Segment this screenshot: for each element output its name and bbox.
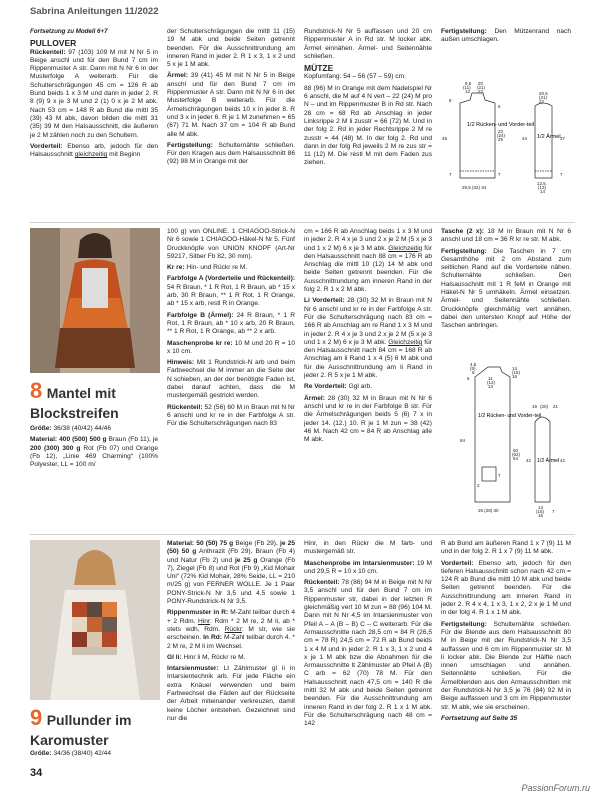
svg-text:8: 8 (449, 98, 452, 103)
svg-text:25: 25 (498, 137, 504, 142)
svg-text:(11): (11) (463, 85, 471, 90)
svg-text:(62): (62) (512, 452, 521, 457)
svg-text:(21): (21) (477, 85, 486, 90)
svg-text:11: 11 (488, 376, 493, 381)
svg-text:23: 23 (498, 129, 504, 134)
s3-col1: Material: 50 (50) 75 g Beige (Fb 29), je 25 (50) 50 g Anthrazit (Fb 29), Braun (Fb 4) und Natur (Fb 2) und je 25 g Orange (Fb 7), Ziegel (Fb 8) und Rot (Fb 9) „Kid Mohair Uni“ (72% Kid Mohair, 28% Seide, LL = 210 m/25 g) von FERNER WOLLE. Je 1 Paar PONY-Strick-N Nr 3,5 und 4,5 sowie 1 PONY-Rundstrick-N Nr 3,5. Rippenmuster in R: M-Zahl teilbar durch 4 + 2 Rdm. Hinr: Rdm * 2 M re, 2 M li, ab * stets wdh, Rdm. Rückr: M str, wie sie erscheinen. In Rd: M-Zahl teilbar durch 4. * 2 M re, 2 M li im Wechsel. Gl li: Hinr li M, Rückr re M. Intarsienmuster: Lt Zählmuster gl li in Intarsientechnik arb. Für jede Fläche ein extra Knäuel verwenden und beim Farbwechsel die Fäden auf der Rückseite der Arbeit miteinander verkreuzen, damit keine Löcher entstehen. Gezeichnet sind nur die (167, 540, 295, 722)
model-number: 8 (30, 378, 43, 403)
continuation-note: Fortsetzung zu Modell 6+7 (30, 28, 108, 35)
model-title-1: Mantel mit (46, 385, 116, 401)
model-title-2: Karomuster (30, 732, 109, 748)
s3-col2: Hinr, in den Rückr die M farb- und mustergemäß str. Maschenprobe im Intarsienmuster: 19 M und 29,5 R = 10 x 10 cm. Rückenteil: 78 (86) 94 M in Beige mit N Nr 3,5 anschl und für den Bund 7 cm im Rippenmuster str, dabei in der letzten R gleichmäßig vert 10 M zun = 88 (96) 104 M. Dann mit N Nr 4,5 im Intarsienmuster von Pfeil A – A (B – B) C – C weiterarb. Für die Armausschnitte nach 28,5 cm = 84 R (26,5 cm = 78 R) 24,5 cm = 72 R ab Bund beids 1 x 4 M und in jeder 2. R 1 x 3, 1 x 2 und 4 x je 1 M abk bzw die Abnahmen für die Armausschnitte lt Zählmuster ab Pfeil A (B) C arb = 62 (70) 78 M. Für den Halsausschnitt nach 47,5 cm = 140 R die mittl 32 M abk und beide Seiten getrennt beenden. Für die Ausschnittrundung am inneren Rand in der folg 2. R 1 x 1 M abk. Für die Schulterschrägung nach 48 cm = 142 (304, 540, 432, 728)
s1-col3: Rundstrick-N Nr 5 auffassen und 20 cm Rippenmuster A in Rd str. M locker abk. Ärmel einnähen. Ärmel- und Seitennähte schließen. MÜTZE Kopfumfang: 54 – 56 (57 – 59) cm. 88 (96) M in Orange mit dem Nadelspiel Nr 6 anschl, die M auf 4 N vert – 22 (24) M pro N – und im Rippenmuster B in Rd str. Nach 28 cm = 68 Rd ab Anschlag in jeder Linksrippe 2 M li zusstr = 66 (72) M. Und in der folg 2. Rd in jeder Rechtsrippe 2 M re zusstr = 44 (48) M. In der folg 2. Rd und dann in der folg Rd jeweils 2 M re zus str = 11 (12) M. Die restl M mit dem Faden zus ziehen. (304, 28, 432, 167)
s2-col0: Größe: 36/38 (40/42) 44/46 Material: 400 (500) 500 g Braun (Fb 11), je 200 (300) 300 g Rot (Fb 07) und Orange (Fb 12), „Linie 469 Charming“ (100% Polyester, LL = 100 m/ (30, 425, 158, 469)
svg-text:20: 20 (478, 81, 484, 86)
svg-text:42: 42 (560, 458, 566, 463)
svg-text:14: 14 (512, 366, 518, 371)
pullover-schematic (440, 78, 580, 203)
svg-text:29,5 (32) 34: 29,5 (32) 34 (462, 185, 487, 190)
svg-text:12: 12 (465, 89, 471, 94)
svg-text:7: 7 (498, 172, 501, 177)
svg-text:44: 44 (522, 136, 528, 141)
svg-text:22: 22 (539, 99, 545, 104)
svg-text:7: 7 (498, 473, 501, 478)
s3-col0: Größe: 34/36 (38/40) 42/44 (30, 750, 112, 757)
svg-text:26 (28) 30: 26 (28) 30 (478, 508, 499, 513)
section-heading-pullover: PULLOVER (30, 38, 77, 49)
svg-text:37: 37 (560, 136, 566, 141)
back-piece-label: 1/2 Rücken- und Vorder-teil (467, 122, 534, 128)
sleeve-label: 1/2 Ärmel (537, 134, 561, 140)
svg-text:21: 21 (553, 404, 559, 409)
svg-text:7: 7 (552, 509, 555, 514)
s1-col2: der Schulterschrägungen die mittl 11 (15) 19 M abk und beide Seiten getrennt beenden. Für die Ausschnittrundung am inneren Rand in jeder 2. R 1 x 3, 1 x 2 und 5 x je 1 M abk. Ärmel: 39 (41) 45 M mit N Nr 5 in Beige anschl und für den Bund 7 cm im Rippenmuster A str. Dann mit N Nr 6 in der Musterfolge B weiterarb. Für die Ärmelschrägungen beids 10 x in jeder 8. R und 3 x in jeder 6. R je 1 M zunehmen = 65 (67) 71 M. Nach 37 cm = 104 R ab Bund alle M abk. Fertigstellung: Schulternähte schließen. Für den Kragen aus dem Halsausschnitt 86 (92) 98 M in Orange mit der (167, 28, 295, 166)
page-number: 34 (30, 767, 43, 779)
mantel-photo (30, 228, 160, 373)
s2-col3: Tasche (2 x): 18 M in Braun mit N Nr 6 anschl und 18 cm = 36 R kr re str. M abk. Fertigstellung: Die Taschen in 7 cm Gesamthöhe mit 2 cm Abstand zum seitlichen Rand auf die Vorderteile nähen. Schulternähte schließen. Den Halsausschnitt mit 1 R feM in Orange mit Häkel-N Nr 5 umhäkeln. Ärmel einsetzen. Ärmel- und Seitennähte schließen. Druckknöpfe gleichmäßig vert annähen, dabei den untersten Knopf auf Höhe der Taschen anbringen. (441, 228, 571, 330)
svg-text:5: 5 (467, 376, 470, 381)
page-header (0, 0, 600, 22)
svg-text:6: 6 (472, 370, 475, 375)
s1-col4: Fertigstellung: Den Mützenrand nach außen umschlagen. (441, 28, 571, 44)
svg-text:(13): (13) (538, 185, 547, 190)
svg-text:(21): (21) (539, 95, 548, 100)
svg-text:45: 45 (442, 136, 448, 141)
svg-text:12,5: 12,5 (537, 181, 546, 186)
svg-text:(20): (20) (540, 404, 549, 409)
mantel-schematic (440, 362, 580, 522)
svg-text:2: 2 (477, 483, 480, 488)
svg-text:16: 16 (538, 513, 544, 518)
watermark: PassionForum.ru (521, 783, 590, 793)
svg-text:20,5: 20,5 (539, 91, 548, 96)
model-title-2: Blockstreifen (30, 405, 119, 421)
divider (30, 222, 575, 223)
magazine-title: Sabrina Anleitungen 11/2022 (30, 6, 159, 17)
s3-col3: R ab Bund am äußeren Rand 1 x 7 (9) 11 M und in der folg 2. R 1 x 7 (9) 11 M abk. Vorderteil: Ebenso arb, jedoch für den tieferen Halsausschnitt schon nach 42 cm = 124 R ab Bund die mittl 10 M abk und beide Seiten getrennt beenden. Für die Ausschnittrundung am inneren Rand in jeder 2. R 4 x 4, 1 x 3, 1 x 2, 2 x je 1 M und in der folg 4. R 1 x 1 M abk. Fertigstellung: Schulternähte schließen. Für die Blende aus dem Halsausschnitt 80 M in Beige mit der Rundstrick-N Nr 3,5 auffassen und 6 cm im Rippenmuster str. M li locker abk. Die Blende zur Hälfte nach innen umschlagen und annähen. Seitennähte schließen. Für die Ärmelblenden aus den Armausschnitten mit der Rundstrick-N Nr 3,5 je 76 (84) 92 M in Beige auffassen und 3 cm im Rippenmuster str. M abk, wie sie erscheinen. Fortsetzung auf Seite 35 (441, 540, 571, 722)
svg-text:7: 7 (449, 172, 452, 177)
mantel-title-block (30, 378, 160, 423)
svg-text:16: 16 (512, 374, 518, 379)
svg-text:(12): (12) (487, 380, 496, 385)
model-number: 9 (30, 705, 43, 730)
pullunder-title-block (30, 705, 160, 750)
s1-col1: Fortsetzung zu Modell 6+7 PULLOVER Rückenteil: 97 (103) 109 M mit N Nr 5 in Beige anschl und für den Bund 7 cm im Rippenmuster A str. Dann mit N Nr 6 in der Musterfolge A weiterarb. Für die Schulterschrägungen 45 cm = 126 R ab Bund beids 1 x 3 M und dann in jeder 2. R 8 (9) 9 x je 3 M und 2 (1) 0 x je 2 M abk. Nach 53 cm = 148 R ab Bund die mittl 35 (39) 43 M abk, davon bilden die mittl 31 (35) 39 M den Halsausschnitt, die äußeren je 2 M zählen noch zu den Schultern. Vorderteil: Ebenso arb, jedoch für den Halsausschnitt gleichzeitig mit Beginn (30, 28, 158, 159)
pullunder-photo (30, 540, 160, 700)
s2-col1: 100 g) von ONLINE. 1 CHIAGOO-Strick-N Nr 6 sowie 1 CHIAGOO-Häkel-N Nr 5. Fünf Druckknöpfe von UNION KNOPF (Art-Nr 59217, Silber Fb 82, 30 mm). Kr re: Hin- und Rückr re M. Farbfolge A (Vorderteile und Rückenteil): 54 R Braun, * 1 R Rot, 1 R Braun, ab * 15 x arb, 30 R Braun, ** 1 R Rot, 1 R Orange, ab * 15 x arb, restl R in Orange. Farbfolge B (Ärmel): 24 R Braun, * 1 R Rot, 1 R Braun, ab * 10 x arb, 20 R Braun, ** 1 R Rot, 1 R Orange, ab ** 2 x arb. Maschenprobe kr re: 10 M und 20 R = 10 x 10 cm. Hinweis: Mit 1 Rundstrick-N arb und beim Farbwechsel die M immer an die Seite der N schieben, an der der benötigte Faden ist, dabei darauf achten, dass die M mustergemäß gestrickt werden. Rückenteil: 52 (56) 60 M in Braun mit N Nr 6 anschl und kr re in der Farbfolge A str. Für die Schulterschrägungen nach 83 (167, 228, 296, 428)
svg-text:4,5: 4,5 (470, 362, 477, 367)
back-piece-label: 1/2 Rücken- und Vorder-teil (478, 413, 542, 419)
svg-text:(15): (15) (536, 509, 545, 514)
svg-text:42: 42 (526, 458, 532, 463)
svg-text:19: 19 (532, 404, 538, 409)
svg-text:14: 14 (540, 189, 546, 194)
section-heading-muetze: MÜTZE (304, 63, 334, 74)
svg-text:5: 5 (498, 104, 501, 109)
svg-text:(5): (5) (470, 366, 476, 371)
svg-text:22: 22 (478, 89, 484, 94)
svg-text:64: 64 (513, 456, 519, 461)
divider (30, 534, 575, 535)
model-title-1: Pullunder im (46, 712, 132, 728)
svg-text:13: 13 (488, 384, 494, 389)
dim-9-5: 9,5 (465, 81, 472, 86)
svg-text:7: 7 (560, 172, 563, 177)
svg-text:(15): (15) (512, 370, 521, 375)
svg-text:14: 14 (538, 505, 544, 510)
continuation-note: Fortsetzung auf Seite 35 (441, 714, 518, 722)
sleeve-label: 1/2 Ärmel (537, 458, 560, 464)
svg-text:84: 84 (460, 438, 466, 443)
svg-text:(24): (24) (497, 133, 506, 138)
s2-col2: cm = 166 R ab Anschlag beids 1 x 3 M und in jeder 2. R 4 x je 3 und 2 x je 2 M (5 x je 3 und 1 x 2 M) 6 x je 3 M abk. Gleichzeitig für den Halsausschnitt nach 88 cm = 176 R ab Anschlag die mittl 10 (12) 14 M abk und beide Seiten getrennt beenden. Für die Ausschnittrundung am inneren Rand in der folg 2. R 1 x 2 M abk. Li Vorderteil: 28 (30) 32 M in Braun mit N Nr 6 anschl und kr re in der Farbfolge A str. Für die Schulterschrägung nach 83 cm = 166 R ab Anschlag am re Rand 1 x 3 M und in jeder 2. R 4 x je 3 und 2 x je 2 M (5 x je 3 und 1 x 2 M) 6 x je 3 M abk. Gleichzeitig für den Halsausschnitt nach 84 cm = 168 R ab Anschlag am li Rand 1 x 4 (5) 6 M abk und für die Ausschnittrundung am li Rand in jeder 2. R 5 x je 1 M abk. Re Vorderteil: Ggl arb. Ärmel: 28 (30) 32 M in Braun mit N Nr 6 anschl und kr re in der Farbfolge B str. Für die Ärmelschrägungen beids 5 (6) 7 x in jeder 14. (12.) 10. R je 1 M zun = 38 (42) 46 M. Nach 42 cm = 84 R ab Anschlag alle M abk. (304, 228, 432, 444)
svg-text:60: 60 (513, 448, 519, 453)
